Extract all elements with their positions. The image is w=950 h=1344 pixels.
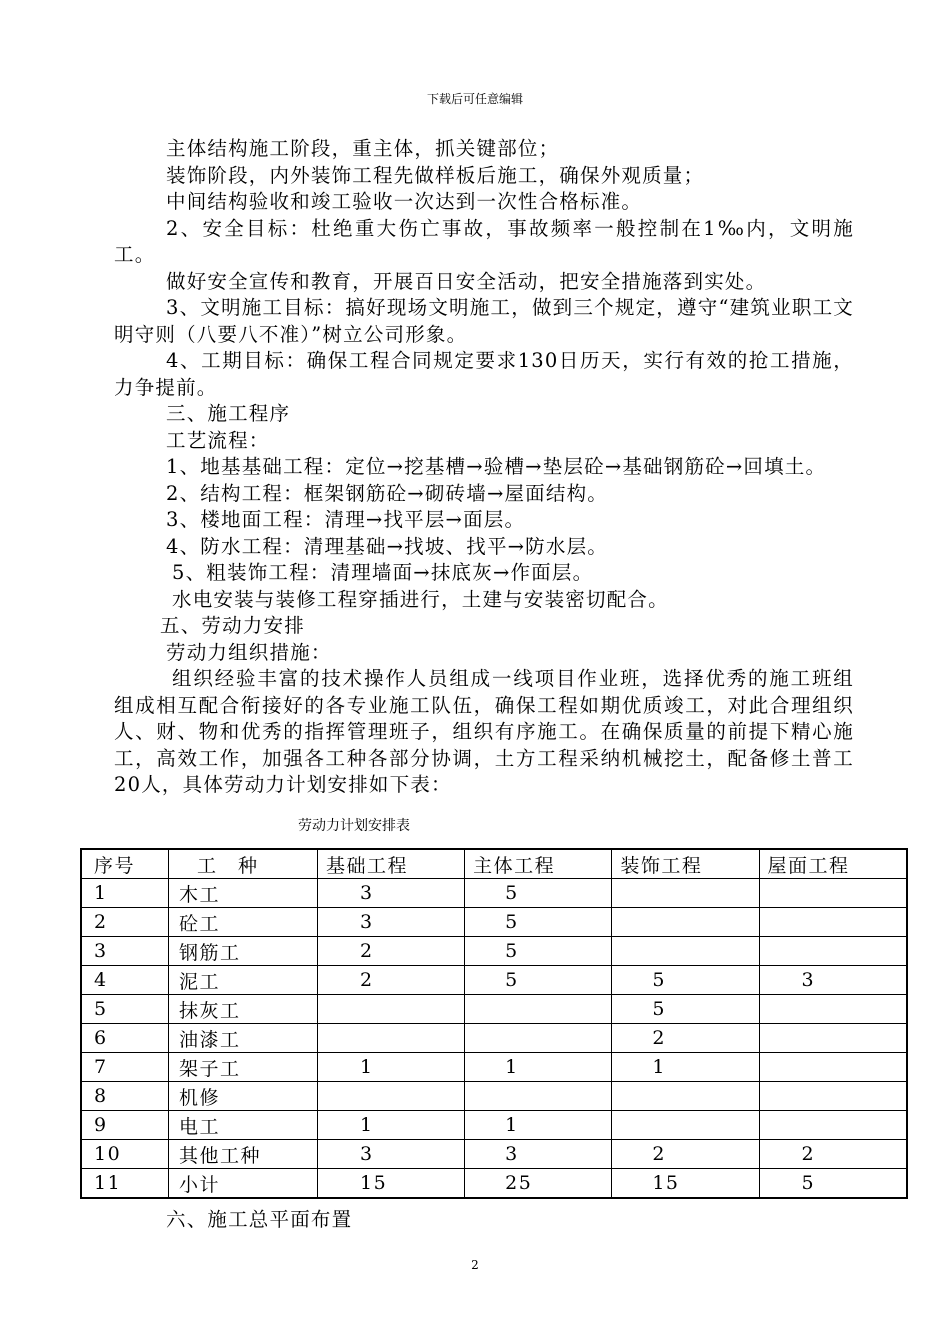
paragraph-13: 4、防水工程：清理基础→找坡、找平→防水层。 — [166, 534, 608, 558]
table-row — [81, 908, 907, 937]
cell-foundation: 3 — [318, 1140, 465, 1169]
paragraph-6: 3、文明施工目标：搞好现场文明施工，做到三个规定，遵守“建筑业职工文明守则（八要八不准）”树立公司形象。 — [114, 296, 854, 346]
table-row — [81, 1053, 907, 1082]
cell-roof — [759, 1024, 907, 1053]
cell-index: 3 — [81, 937, 169, 966]
paragraph-5: 做好安全宣传和教育，开展百日安全活动，把安全措施落到实处。 — [166, 269, 767, 293]
cell-roof — [759, 1082, 907, 1111]
cell-decoration — [612, 879, 759, 908]
cell-index: 4 — [81, 966, 169, 995]
cell-main-structure: 5 — [465, 908, 612, 937]
labor-plan-table — [80, 848, 908, 1199]
table-row — [81, 1111, 907, 1140]
table-header-row — [81, 849, 907, 879]
cell-roof — [759, 1111, 907, 1140]
section-heading-site-layout: 六、施工总平面布置 — [166, 1208, 353, 1231]
cell-main-structure — [465, 1082, 612, 1111]
cell-index: 9 — [81, 1111, 169, 1140]
table-row — [81, 1169, 907, 1199]
table-row — [81, 1082, 907, 1111]
cell-decoration: 2 — [612, 1140, 759, 1169]
cell-foundation: 1 — [318, 1111, 465, 1140]
cell-foundation — [318, 1024, 465, 1053]
paragraph-7: 4、工期目标：确保工程合同规定要求130日历天，实行有效的抢工措施，力争提前。 — [114, 349, 854, 399]
cell-trade: 油漆工 — [169, 1024, 318, 1053]
cell-roof: 2 — [759, 1140, 907, 1169]
header-main-structure: 主体工程 — [465, 849, 612, 879]
header-roof: 屋面工程 — [759, 849, 907, 879]
header-foundation: 基础工程 — [318, 849, 465, 879]
cell-index: 2 — [81, 908, 169, 937]
cell-trade: 机修 — [169, 1082, 318, 1111]
cell-decoration: 5 — [612, 995, 759, 1024]
table-row — [81, 879, 907, 908]
table-row — [81, 995, 907, 1024]
paragraph-3: 中间结构验收和竣工验收一次达到一次性合格标准。 — [166, 190, 643, 213]
cell-decoration — [612, 1111, 759, 1140]
cell-trade: 砼工 — [169, 908, 318, 937]
cell-decoration: 5 — [612, 966, 759, 995]
cell-index: 6 — [81, 1024, 169, 1053]
cell-roof — [759, 995, 907, 1024]
cell-main-structure: 3 — [465, 1140, 612, 1169]
cell-decoration: 15 — [612, 1169, 759, 1199]
paragraph-18: 组织经验丰富的技术操作人员组成一线项目作业班，选择优秀的施工班组组成相互配合衔接好的各专业施工队伍，确保工程如期优质竣工，对此合理组织人、财、物和优秀的指挥管理班子，组织有序施工。在确保质量的前提下精心施工，高效工作，加强各工种各部分协调，土方工程采纳机械挖土，配备修土普工20人，具体劳动力计划安排如下表： — [114, 667, 854, 796]
table-row — [81, 937, 907, 966]
cell-roof: 5 — [759, 1169, 907, 1199]
cell-main-structure — [465, 995, 612, 1024]
cell-decoration — [612, 908, 759, 937]
paragraph-9: 工艺流程： — [166, 428, 270, 452]
cell-main-structure: 5 — [465, 966, 612, 995]
paragraph-4: 2、安全目标：杜绝重大伤亡事故，事故频率一般控制在1‰内，文明施工。 — [114, 216, 854, 266]
cell-index: 5 — [81, 995, 169, 1024]
section-heading-labor: 五、劳动力安排 — [160, 614, 305, 637]
cell-roof — [759, 1053, 907, 1082]
document-body — [114, 136, 854, 799]
cell-foundation — [318, 1082, 465, 1111]
cell-index: 10 — [81, 1140, 169, 1169]
cell-foundation: 3 — [318, 908, 465, 937]
cell-main-structure: 5 — [465, 937, 612, 966]
cell-trade: 抹灰工 — [169, 995, 318, 1024]
page-number: 2 — [471, 1258, 479, 1272]
cell-foundation — [318, 995, 465, 1024]
cell-trade: 钢筋工 — [169, 937, 318, 966]
section-heading-procedure: 三、施工程序 — [166, 402, 291, 425]
cell-main-structure: 1 — [465, 1053, 612, 1082]
cell-roof — [759, 908, 907, 937]
paragraph-11: 2、结构工程：框架钢筋砼→砌砖墙→屋面结构。 — [166, 481, 608, 505]
cell-main-structure: 25 — [465, 1169, 612, 1199]
cell-foundation: 15 — [318, 1169, 465, 1199]
table-caption: 劳动力计划安排表 — [298, 818, 410, 834]
cell-decoration — [612, 937, 759, 966]
table-row — [81, 966, 907, 995]
cell-trade: 小计 — [169, 1169, 318, 1199]
cell-decoration: 2 — [612, 1024, 759, 1053]
cell-foundation: 3 — [318, 879, 465, 908]
paragraph-12: 3、楼地面工程：清理→找平层→面层。 — [166, 508, 526, 531]
cell-main-structure — [465, 1024, 612, 1053]
paragraph-15: 水电安装与装修工程穿插进行，土建与安装密切配合。 — [172, 587, 669, 611]
cell-trade: 架子工 — [169, 1053, 318, 1082]
cell-main-structure: 5 — [465, 879, 612, 908]
paragraph-14: 5、粗装饰工程：清理墙面→抹底灰→作面层。 — [172, 561, 594, 584]
header-trade: 工 种 — [169, 849, 318, 879]
paragraph-10: 1、地基基础工程：定位→挖基槽→验槽→垫层砼→基础钢筋砼→回填土。 — [166, 455, 827, 478]
cell-index: 11 — [81, 1169, 169, 1199]
cell-index: 7 — [81, 1053, 169, 1082]
cell-roof: 3 — [759, 966, 907, 995]
cell-trade: 电工 — [169, 1111, 318, 1140]
cell-foundation: 2 — [318, 966, 465, 995]
cell-trade: 泥工 — [169, 966, 318, 995]
paragraph-1: 主体结构施工阶段，重主体，抓关键部位； — [166, 137, 560, 160]
header-index: 序号 — [81, 849, 169, 879]
cell-index: 1 — [81, 879, 169, 908]
cell-foundation: 2 — [318, 937, 465, 966]
page-header: 下载后可任意编辑 — [426, 92, 523, 106]
cell-trade: 木工 — [169, 879, 318, 908]
cell-trade: 其他工种 — [169, 1140, 318, 1169]
paragraph-2: 装饰阶段，内外装饰工程先做样板后施工，确保外观质量； — [166, 163, 705, 187]
header-decoration: 装饰工程 — [612, 849, 759, 879]
cell-index: 8 — [81, 1082, 169, 1111]
cell-main-structure: 1 — [465, 1111, 612, 1140]
cell-foundation: 1 — [318, 1053, 465, 1082]
table-row — [81, 1024, 907, 1053]
cell-roof — [759, 937, 907, 966]
cell-decoration: 1 — [612, 1053, 759, 1082]
paragraph-17: 劳动力组织措施： — [166, 640, 332, 664]
cell-decoration — [612, 1082, 759, 1111]
table-row — [81, 1140, 907, 1169]
cell-roof — [759, 879, 907, 908]
